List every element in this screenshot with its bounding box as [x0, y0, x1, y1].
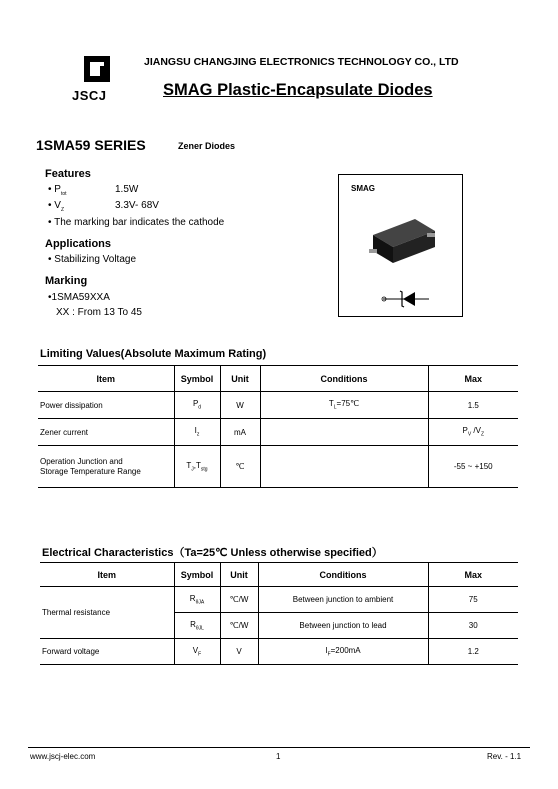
col-item: Item [38, 366, 174, 392]
table-row: Operation Junction and Storage Temperature Range $T_J,T_{stg}$ ℃ -55 ~ +150 [38, 446, 518, 488]
series-subtitle: Zener Diodes [178, 141, 236, 151]
table-row: Thermal resistance $R_{\theta JA}$ ℃/W Between junction to ambient 75 [40, 587, 518, 613]
col-unit: Unit [220, 366, 260, 392]
bullet: • [48, 184, 52, 195]
company-logo-mark [82, 54, 112, 84]
footer-website[interactable]: www.jscj-elec.com [30, 752, 96, 761]
feature-vz-value: 3.3V- 68V [115, 200, 159, 211]
series-name: 1SMA59 SERIES [36, 137, 146, 153]
electrical-heading: Electrical Characteristics（Ta=25℃ Unless otherwise specified） [42, 547, 383, 559]
table-row: Power dissipation $P_d$ W $T_L=75℃$ 1.5 [38, 392, 518, 419]
table-row: Forward voltage $V_F$ V $I_F=200mA$ 1.2 [40, 639, 518, 665]
bullet: • [48, 292, 52, 303]
table-row: Zener current $I_z$ mA $P_V$ $/V_Z$ [38, 419, 518, 446]
col-symbol: Symbol [174, 366, 220, 392]
bullet: • [48, 254, 52, 265]
company-name: JIANGSU CHANGJING ELECTRONICS TECHNOLOGY CO., LTD [144, 56, 459, 68]
applications-heading: Applications [45, 238, 112, 250]
table-header-row: Item Symbol Unit Conditions Max [40, 563, 518, 587]
document-title: SMAG Plastic-Encapsulate Diodes [163, 81, 433, 99]
limiting-heading: Limiting Values(Absolute Maximum Rating) [40, 348, 267, 360]
col-max: Max [428, 366, 518, 392]
footer-revision: Rev. - 1.1 [487, 752, 522, 761]
package-box [338, 174, 463, 317]
table-row: $R_{\theta JL}$ ℃/W Between junction to lead 30 [40, 613, 518, 639]
logo-text: JSCJ [72, 88, 107, 103]
package-drawing [367, 213, 439, 269]
marking-range: XX : From 13 To 45 [56, 307, 142, 318]
bullet: • [48, 217, 52, 228]
footer-page-number: 1 [276, 752, 281, 761]
bullet: • [48, 200, 52, 211]
application-item: • Stabilizing Voltage [48, 254, 137, 265]
feature-ptot: • $P_{tot}$ [48, 184, 67, 197]
table-header-row [38, 366, 518, 392]
feature-marking-bar: • The marking bar indicates the cathode [48, 217, 225, 228]
marking-heading: Marking [45, 275, 88, 287]
features-heading: Features [45, 168, 91, 180]
limiting-table [38, 365, 518, 488]
zener-diode-symbol-icon [381, 289, 431, 309]
footer-divider [28, 747, 530, 748]
marking-code: •1SMA59XXA [48, 292, 110, 303]
feature-ptot-value: 1.5W [115, 184, 139, 195]
feature-vz: • $V_Z$ [48, 200, 65, 213]
electrical-table [40, 562, 518, 665]
package-label: SMAG [351, 184, 375, 193]
col-conditions: Conditions [260, 366, 428, 392]
